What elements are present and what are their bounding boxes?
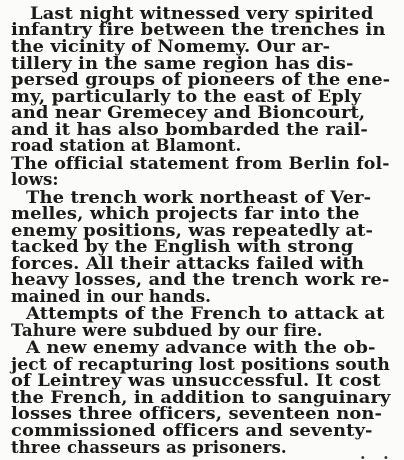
text-line: Tahure were subdued by our fire. — [11, 319, 323, 340]
text-line: Attempts of the French to attack at — [26, 303, 385, 324]
text-line: commissioned officers and seventy- — [11, 419, 373, 440]
text-line: losses three officers, seventeen non- — [11, 403, 383, 424]
text-line: the French, in addition to sanguinary — [11, 386, 391, 407]
text-line: persed groups of pioneers of the ene- — [11, 69, 391, 89]
text-line: infantry fire between the trenches in — [11, 19, 386, 40]
text-line: A new enemy advance with the ob- — [26, 337, 376, 358]
text-line: The trench work northeast of Ver- — [26, 186, 372, 207]
text-line: ject of recapturing lost positions south — [11, 353, 390, 374]
text-line: road station at Blamont. — [11, 135, 242, 156]
text-line: tillery in the same region has dis- — [11, 52, 354, 73]
text-line: three chasseurs as prisoners. — [11, 436, 287, 457]
text-line: melles, which projects far into the — [11, 203, 360, 224]
text-line: tacked by the English with strong — [11, 236, 354, 257]
bottom-mark: . . — [360, 444, 395, 460]
text-line: my, particularly to the east of Eply — [11, 85, 362, 106]
text-line: forces. All their attacks failed with — [11, 252, 365, 273]
text-line: Last night witnessed very spirited — [30, 2, 374, 23]
text-line: of Leintrey was unsuccessful. It cost — [11, 370, 381, 391]
text-line: the vicinity of Nomemy. Our ar- — [11, 35, 331, 56]
text-line: heavy losses, and the trench work re- — [11, 269, 390, 290]
text-line: and near Gremecey and Bioncourt, — [11, 102, 366, 122]
text-line: The official statement from Berlin fol- — [11, 152, 390, 173]
text-line: enemy positions, was repeatedly at- — [11, 219, 374, 240]
text-line: mained in our hands. — [11, 285, 212, 306]
text-line: lows: — [11, 169, 59, 190]
text-line: and it has also bombarded the rail- — [11, 118, 368, 139]
